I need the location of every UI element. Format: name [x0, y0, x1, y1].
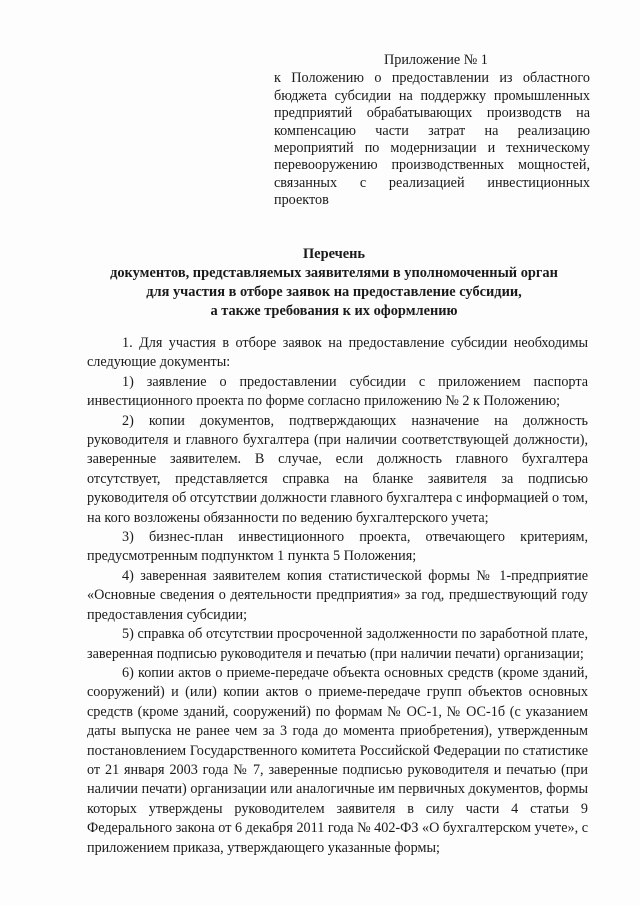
heading-line-2: документов, представляемых заявителями в уполномоченный орган	[110, 265, 558, 281]
list-item-3: 3) бизнес-план инвестиционного проекта, отвечающего критериям, предусмотренным подпунктом 1 пункта 5 Положения;	[87, 529, 588, 565]
list-item-5: 5) справка об отсутствии просроченной задолженности по заработной плате, заверенная подписью руководителя и печатью (при наличии печати) организации;	[87, 626, 588, 662]
heading-line-4: а также требования к их оформлению	[210, 303, 458, 319]
list-item-2: 2) копии документов, подтверждающих назначение на должность руководителя и главного бухгалтера (при наличии соответствующей должности), заверенные заявителем. В случае, если должность главного бухгалтера отсутствует, представляется справка на бланке заявителя за подписью руководителя об отсутствии должности главного бухгалтера с информацией о том, на кого возложены обязанности по ведению бухгалтерского учета;	[87, 412, 588, 526]
list-item-4: 4) заверенная заявителем копия статистической формы № 1-предприятие «Основные сведения о деятельности предприятия» за год, предшествующий году предоставления субсидии;	[87, 567, 588, 623]
heading-line-3: для участия в отборе заявок на предоставление субсидии,	[146, 284, 522, 300]
heading-line-1: Перечень	[302, 246, 366, 262]
document-body	[87, 334, 588, 858]
appendix-title: Приложение № 1	[384, 52, 488, 68]
list-item-1: 1) заявление о предоставлении субсидии с приложением паспорта инвестиционного проекта по форме согласно приложению № 2 к Положению;	[87, 373, 588, 410]
list-item-6: 6) копии актов о приеме-передаче объекта основных средств (кроме зданий, сооружений) и (или) копии актов о приеме-передаче групп объектов основных средств (кроме зданий, сооружений) по формам № ОС-1, № ОС-1б (с указанием даты выпуска не ранее чем за 3 года до момента приобретения), утвержденным постановлением Государственного комитета Российской Федерации по статистике от 21 января 2003 года № 7, заверенные подписью руководителя и печатью (при наличии печати) организации или аналогичные им первичных документов, формы которых утверждены руководителем заявителя в силу части 4 статьи 9 Федерального закона от 6 декабря 2011 года № 402-ФЗ «О бухгалтерском учете», с приложением приказа, утверждающего указанные формы;	[87, 664, 589, 856]
appendix-block	[274, 52, 590, 210]
paragraph-intro: 1. Для участия в отборе заявок на предоставление субсидии необходимы следующие документы:	[87, 335, 588, 371]
appendix-body: к Положению о предоставлении из областного бюджета субсидии на поддержку промышленных предприятий обрабатывающих производств на компенсацию части затрат на реализацию мероприятий по модернизации и техническому перевооружению производственных мощностей, связанных с реализацией инвестиционных проектов	[274, 70, 590, 209]
document-heading	[80, 245, 588, 321]
